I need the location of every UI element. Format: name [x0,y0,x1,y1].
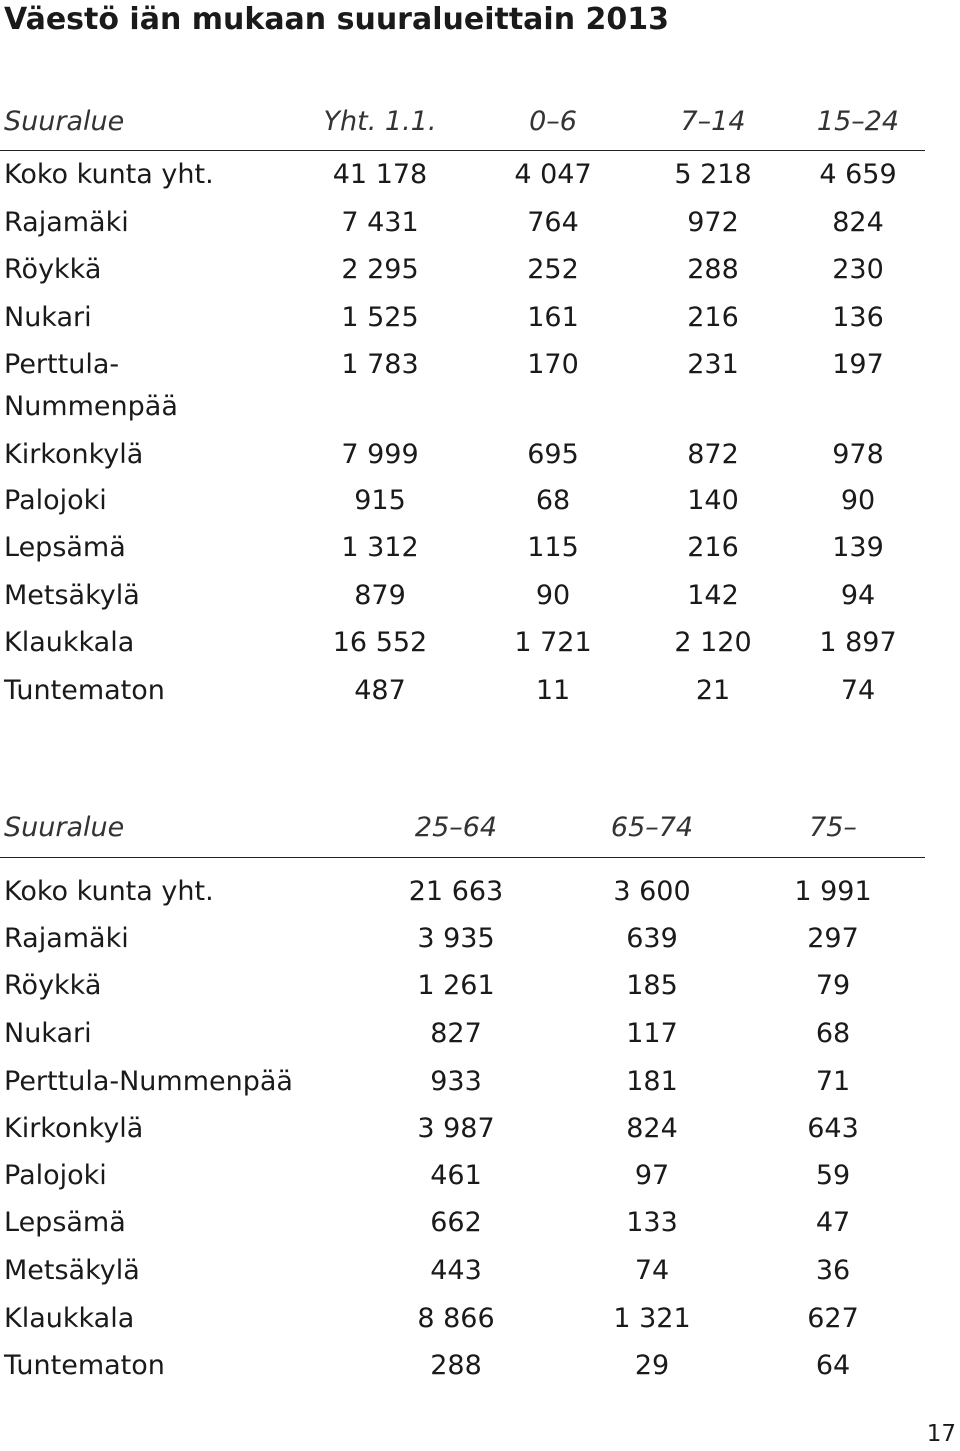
value-cell: 1 721 [514,627,592,658]
value-cell: 197 [832,349,884,380]
page-number: 17 [926,1421,956,1447]
value-cell: 136 [832,302,884,333]
value-cell: 252 [527,254,579,285]
value-cell: 288 [687,254,739,285]
value-cell: 216 [687,532,739,563]
value-cell: 133 [626,1207,678,1238]
value-cell: 3 600 [613,876,691,907]
value-cell: 872 [687,439,739,470]
table-row [0,300,960,348]
value-cell: 90 [840,485,876,516]
value-cell: 90 [535,580,571,611]
table-row [0,157,960,205]
value-cell: 972 [687,207,739,238]
row-label: Lepsämä [4,532,126,563]
value-cell: 643 [807,1113,859,1144]
value-cell: 94 [840,580,876,611]
row-label: Perttula- [4,349,120,380]
value-cell: 2 120 [674,627,752,658]
value-cell: 21 [695,675,731,706]
header-divider [0,857,925,858]
value-cell: 41 178 [332,159,428,190]
row-label: Metsäkylä [4,1255,140,1286]
header-column: 0–6 [529,106,577,137]
value-cell: 487 [354,675,406,706]
row-label: Rajamäki [4,923,129,954]
value-cell: 1 783 [341,349,419,380]
row-label: Kirkonkylä [4,439,144,470]
value-cell: 74 [634,1255,670,1286]
value-cell: 288 [430,1350,482,1381]
table-row [0,1253,960,1301]
table-row [0,530,960,578]
row-label: Klaukkala [4,1303,135,1334]
header-divider [0,150,925,151]
row-label: Klaukkala [4,627,135,658]
header-column: 75– [809,812,857,843]
row-label-continued: Nummenpää [4,391,178,422]
value-cell: 79 [815,970,851,1001]
row-label: Röykkä [4,970,102,1001]
value-cell: 185 [626,970,678,1001]
row-label: Tuntematon [4,675,165,706]
value-cell: 695 [527,439,579,470]
table-row [0,673,960,721]
value-cell: 68 [815,1018,851,1049]
row-label: Nukari [4,1018,92,1049]
value-cell: 1 321 [613,1303,691,1334]
table-header [0,104,960,144]
header-region: Suuralue [4,106,125,137]
value-cell: 978 [832,439,884,470]
value-cell: 140 [687,485,739,516]
value-cell: 5 218 [674,159,752,190]
row-label: Röykkä [4,254,102,285]
table-row [0,483,960,531]
value-cell: 461 [430,1160,482,1191]
value-cell: 71 [815,1066,851,1097]
value-cell: 1 897 [819,627,897,658]
value-cell: 764 [527,207,579,238]
value-cell: 7 999 [341,439,419,470]
value-cell: 1 525 [341,302,419,333]
page-title: Väestö iän mukaan suuralueittain 2013 [4,2,669,37]
value-cell: 297 [807,923,859,954]
table-row [0,578,960,626]
table-row [0,625,960,673]
value-cell: 64 [815,1350,851,1381]
row-label: Palojoki [4,485,107,516]
value-cell: 933 [430,1066,482,1097]
value-cell: 627 [807,1303,859,1334]
value-cell: 16 552 [332,627,428,658]
value-cell: 3 935 [417,923,495,954]
value-cell: 824 [626,1113,678,1144]
table-row [0,921,960,969]
row-label: Kirkonkylä [4,1113,144,1144]
value-cell: 827 [430,1018,482,1049]
value-cell: 11 [535,675,571,706]
header-column: 15–24 [816,106,900,137]
header-column: 7–14 [680,106,746,137]
value-cell: 170 [527,349,579,380]
value-cell: 7 431 [341,207,419,238]
row-label: Metsäkylä [4,580,140,611]
header-column: 65–74 [610,812,694,843]
value-cell: 915 [354,485,406,516]
value-cell: 4 047 [514,159,592,190]
value-cell: 59 [815,1160,851,1191]
value-cell: 216 [687,302,739,333]
value-cell: 139 [832,532,884,563]
value-cell: 47 [815,1207,851,1238]
table-row [0,1016,960,1064]
row-label: Perttula-Nummenpää [4,1066,293,1097]
row-label: Palojoki [4,1160,107,1191]
value-cell: 21 663 [408,876,504,907]
value-cell: 8 866 [417,1303,495,1334]
table-row [0,874,960,922]
value-cell: 639 [626,923,678,954]
table-row [0,437,960,485]
value-cell: 74 [840,675,876,706]
value-cell: 161 [527,302,579,333]
row-label: Rajamäki [4,207,129,238]
value-cell: 68 [535,485,571,516]
value-cell: 115 [527,532,579,563]
value-cell: 3 987 [417,1113,495,1144]
table-row [0,1205,960,1253]
value-cell: 1 991 [794,876,872,907]
value-cell: 231 [687,349,739,380]
value-cell: 2 295 [341,254,419,285]
value-cell: 1 261 [417,970,495,1001]
table-row [0,347,960,422]
value-cell: 1 312 [341,532,419,563]
header-column: Yht. 1.1. [323,106,437,137]
header-region: Suuralue [4,812,125,843]
table-row [0,1111,960,1159]
value-cell: 824 [832,207,884,238]
header-column: 25–64 [414,812,498,843]
value-cell: 29 [634,1350,670,1381]
table-row [0,1348,960,1396]
table-row [0,1064,960,1112]
value-cell: 4 659 [819,159,897,190]
value-cell: 97 [634,1160,670,1191]
table-row [0,205,960,253]
value-cell: 117 [626,1018,678,1049]
value-cell: 36 [815,1255,851,1286]
row-label: Koko kunta yht. [4,876,214,907]
value-cell: 879 [354,580,406,611]
row-label: Tuntematon [4,1350,165,1381]
row-label: Lepsämä [4,1207,126,1238]
row-label: Koko kunta yht. [4,159,214,190]
table-row [0,252,960,300]
table-row [0,1301,960,1349]
value-cell: 443 [430,1255,482,1286]
value-cell: 230 [832,254,884,285]
table-header [0,810,960,850]
value-cell: 142 [687,580,739,611]
row-label: Nukari [4,302,92,333]
value-cell: 181 [626,1066,678,1097]
table-row [0,968,960,1016]
table-row [0,1158,960,1206]
value-cell: 662 [430,1207,482,1238]
